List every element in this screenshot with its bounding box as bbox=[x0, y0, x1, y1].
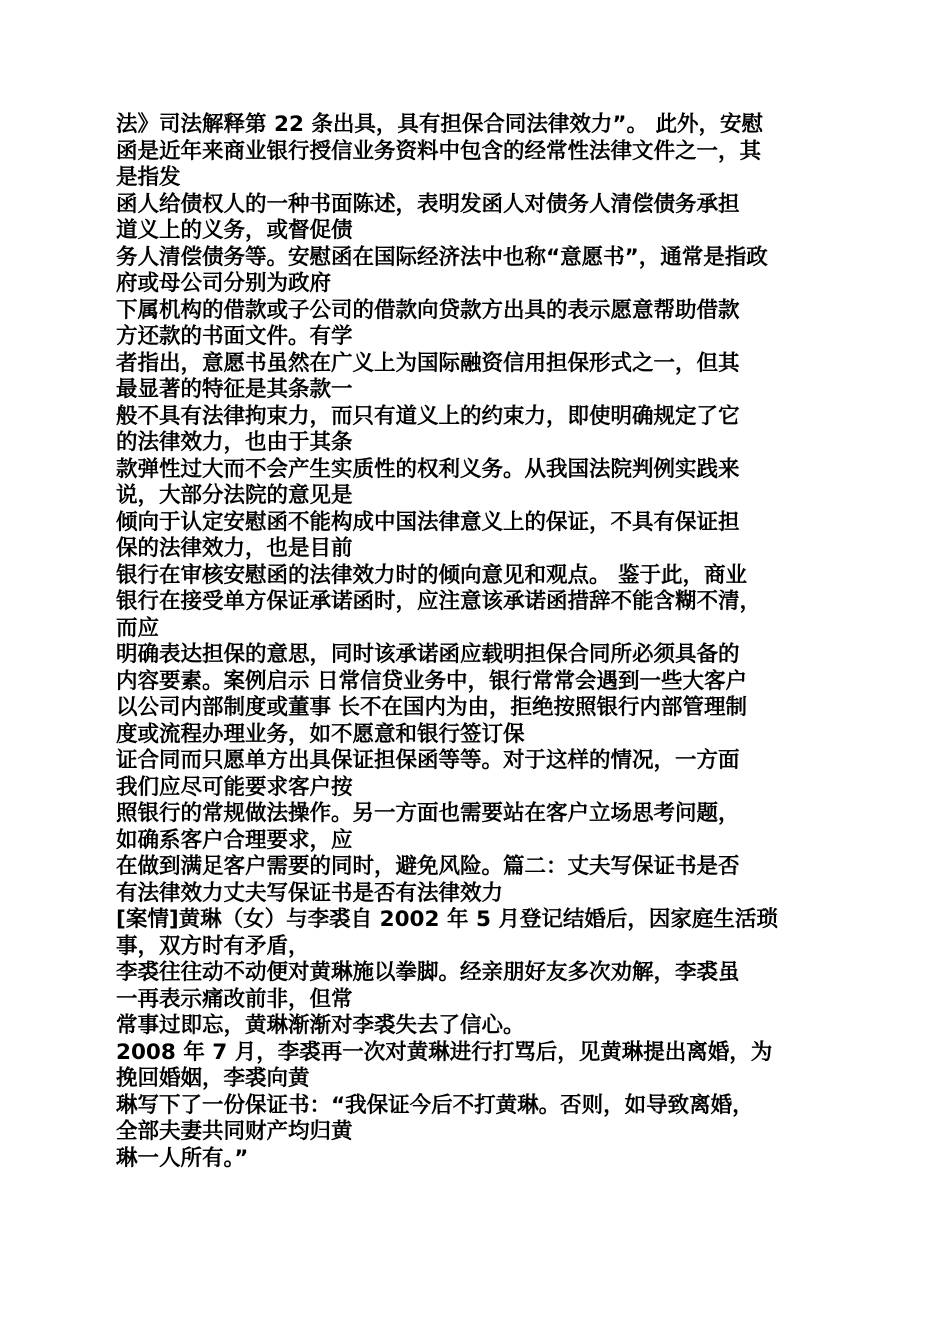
text-line: 琳一人所有。” bbox=[116, 1145, 249, 1171]
text-line: 一再表示痛改前非，但常 bbox=[116, 986, 353, 1012]
text-line: 下属机构的借款或子公司的借款向贷款方出具的表示愿意帮助借款 bbox=[116, 297, 740, 323]
text-line: 李裘往往动不动便对黄琳施以拳脚。经亲朋好友多次劝解，李裘虽 bbox=[116, 960, 740, 985]
text-line: 2008 年 7 月，李裘再一次对黄琳进行打骂后，见黄琳提出离婚，为 bbox=[116, 1039, 773, 1065]
text-line: 函是近年来商业银行授信业务资料中包含的经常性法律文件之一，其 bbox=[116, 138, 762, 164]
text-line: 常事过即忘，黄琳渐渐对李裘失去了信心。 bbox=[116, 1013, 525, 1038]
text-line: 照银行的常规做法操作。另一方面也需要站在客户立场思考问题， bbox=[116, 801, 740, 826]
text-line: 道义上的义务，或督促债 bbox=[116, 218, 353, 243]
text-line: 在做到满足客户需要的同时，避免风险。篇二：丈夫写保证书是否 bbox=[116, 854, 740, 879]
text-line: 保的法律效力，也是目前 bbox=[116, 536, 353, 561]
text-line: 内容要素。案例启示 日常信贷业务中，银行常常会遇到一些大客户 bbox=[116, 668, 747, 694]
text-line: 务人清偿债务等。安慰函在国际经济法中也称“意愿书”，通常是指政 bbox=[116, 244, 768, 270]
document-body bbox=[116, 112, 836, 1172]
text-line: 倾向于认定安慰函不能构成中国法律意义上的保证，不具有保证担 bbox=[116, 509, 740, 535]
text-line: 款弹性过大而不会产生实质性的权利义务。从我国法院判例实践来 bbox=[116, 456, 740, 482]
text-line: 者指出，意愿书虽然在广义上为国际融资信用担保形式之一，但其 bbox=[116, 350, 740, 376]
text-line: 证合同而只愿单方出具保证担保函等等。对于这样的情况，一方面 bbox=[116, 748, 740, 773]
text-line: 以公司内部制度或董事 长不在国内为由，拒绝按照银行内部管理制 bbox=[116, 695, 747, 720]
text-line: 法》司法解释第 22 条出具，具有担保合同法律效力”。 此外，安慰 bbox=[116, 112, 764, 137]
text-line: 般不具有法律拘束力，而只有道义上的约束力，即使明确规定了它 bbox=[116, 403, 740, 429]
text-line: 方还款的书面文件。有学 bbox=[116, 324, 353, 349]
text-line: 琳写下了一份保证书：“我保证今后不打黄琳。否则，如导致离婚， bbox=[116, 1092, 754, 1118]
text-line: 事，双方时有矛盾， bbox=[116, 933, 310, 959]
text-line: 全部夫妻共同财产均归黄 bbox=[116, 1119, 353, 1144]
text-line: 银行在接受单方保证承诺函时，应注意该承诺函措辞不能含糊不清， bbox=[116, 589, 762, 614]
text-line: 挽回婚姻，李裘向黄 bbox=[116, 1066, 310, 1091]
text-line: 银行在审核安慰函的法律效力时的倾向意见和观点。 鉴于此，商业 bbox=[116, 562, 747, 588]
text-line: 如确系客户合理要求，应 bbox=[116, 827, 353, 853]
text-line: 函人给债权人的一种书面陈述，表明发函人对债务人清偿债务承担 bbox=[116, 191, 740, 217]
text-line: 而应 bbox=[116, 615, 160, 641]
text-line: 是指发 bbox=[116, 165, 181, 190]
text-line: 最显著的特征是其条款一 bbox=[116, 377, 353, 402]
text-line: 我们应尽可能要求客户按 bbox=[116, 774, 353, 800]
text-line: 的法律效力，也由于其条 bbox=[116, 430, 353, 455]
text-line: 有法律效力丈夫写保证书是否有法律效力 bbox=[116, 880, 504, 906]
text-line: [案情]黄琳（女）与李裘自 2002 年 5 月登记结婚后，因家庭生活琐 bbox=[116, 907, 778, 932]
text-line: 度或流程办理业务，如不愿意和银行签订保 bbox=[116, 721, 525, 747]
text-line: 明确表达担保的意思，同时该承诺函应载明担保合同所必须具备的 bbox=[116, 642, 740, 667]
text-line: 府或母公司分别为政府 bbox=[116, 271, 332, 296]
text-line: 说，大部分法院的意见是 bbox=[116, 483, 353, 508]
